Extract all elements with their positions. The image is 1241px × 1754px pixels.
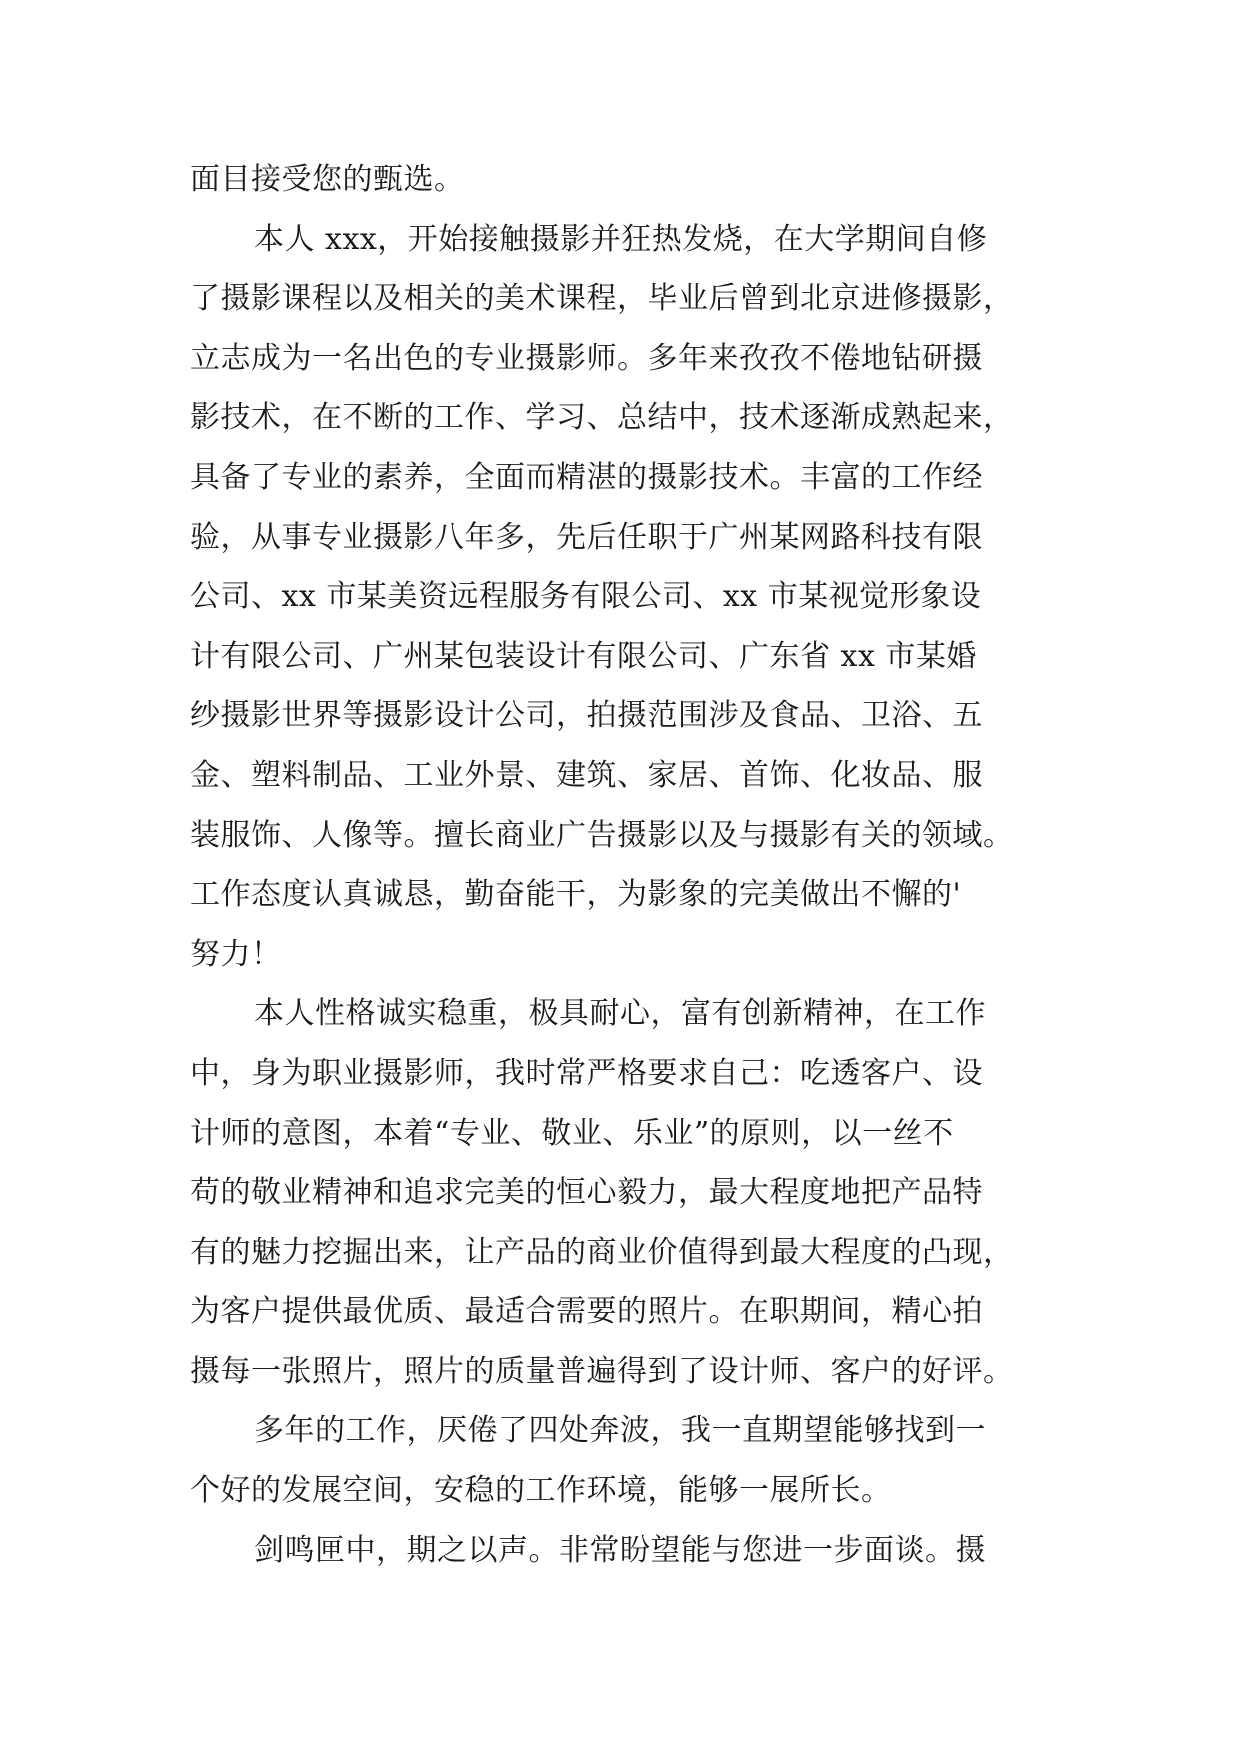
text-line: 纱摄影世界等摄影设计公司，拍摄范围涉及食品、卫浴、五 xyxy=(190,698,983,734)
text-line: 立志成为一名出色的专业摄影师。多年来孜孜不倦地钻研摄 xyxy=(190,340,983,376)
paragraph-start-line: 本人 xxx，开始接触摄影并狂热发烧，在大学期间自修 xyxy=(254,221,988,257)
text-line: 苟的敬业精神和追求完美的恒心毅力，最大程度地把产品特 xyxy=(190,1175,983,1211)
text-line: 计师的意图，本着“专业、敬业、乐业”的原则，以一丝不 xyxy=(190,1115,954,1151)
text-line: 具备了专业的素养，全面而精湛的摄影技术。丰富的工作经 xyxy=(190,459,983,495)
text-line: 装服饰、人像等。擅长商业广告摄影以及与摄影有关的领域。 xyxy=(190,817,1014,853)
text-line: 有的魅力挖掘出来，让产品的商业价值得到最大程度的凸现， xyxy=(190,1234,1014,1270)
paragraph-start-line: 本人性格诚实稳重，极具耐心，富有创新精神，在工作 xyxy=(254,996,986,1032)
text-line: 公司、xx 市某美资远程服务有限公司、xx 市某视觉形象设 xyxy=(190,579,982,615)
text-line: 摄每一张照片，照片的质量普遍得到了设计师、客户的好评。 xyxy=(190,1353,1014,1389)
text-line: 为客户提供最优质、最适合需要的照片。在职期间，精心拍 xyxy=(190,1294,983,1330)
text-line: 金、塑料制品、工业外景、建筑、家居、首饰、化妆品、服 xyxy=(190,757,983,793)
text-line: 面目接受您的甄选。 xyxy=(190,162,465,197)
paragraph-start-line: 多年的工作，厌倦了四处奔波，我一直期望能够找到一 xyxy=(254,1413,986,1449)
letter-body xyxy=(190,150,1050,1580)
text-line: 影技术，在不断的工作、学习、总结中，技术逐渐成熟起来， xyxy=(190,400,1014,436)
text-line: 中，身为职业摄影师，我时常严格要求自己：吃透客户、设 xyxy=(190,1055,983,1091)
text-line: 个好的发展空间，安稳的工作环境，能够一展所长。 xyxy=(190,1473,892,1509)
text-line: 工作态度认真诚恳，勤奋能干，为影象的完美做出不懈的' xyxy=(190,877,962,913)
text-line: 验，从事专业摄影八年多，先后任职于广州某网路科技有限 xyxy=(190,519,983,555)
paragraph-start-line: 剑鸣匣中，期之以声。非常盼望能与您进一步面谈。摄 xyxy=(254,1532,986,1568)
text-line: 了摄影课程以及相关的美术课程，毕业后曾到北京进修摄影， xyxy=(190,281,1014,317)
text-line: 计有限公司、广州某包装设计有限公司、广东省 xx 市某婚 xyxy=(190,638,977,674)
text-line: 努力！ xyxy=(190,936,282,972)
